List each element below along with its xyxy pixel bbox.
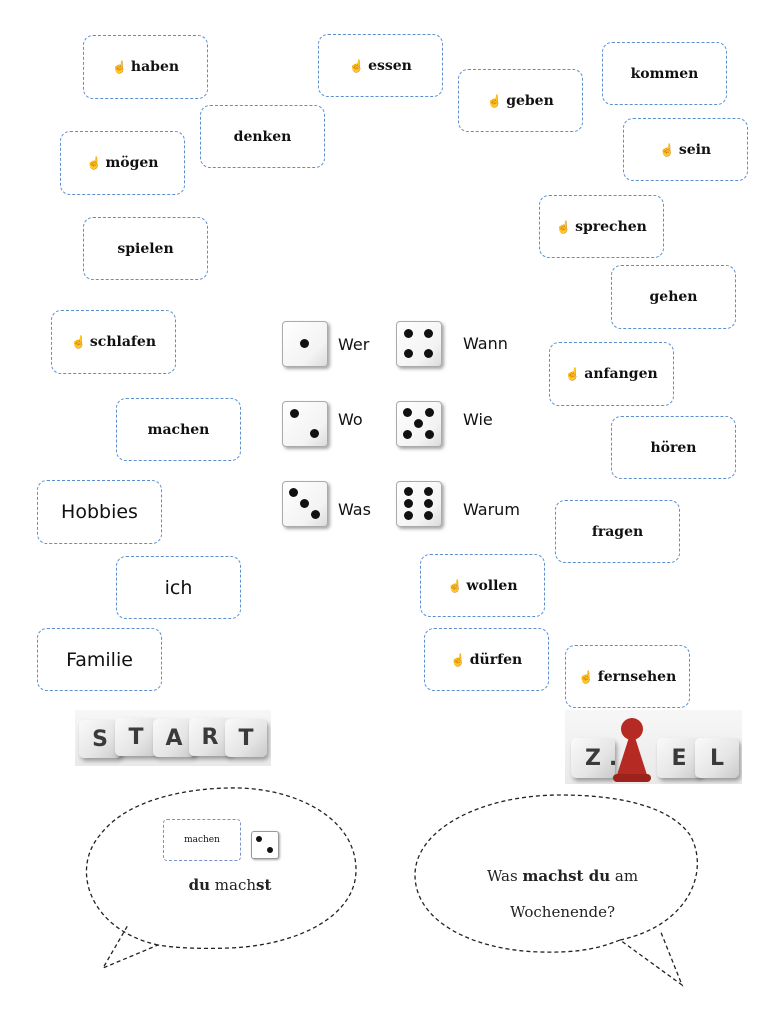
question-word: Was [486,867,518,885]
pointing-hand-icon: ☝ [349,58,365,73]
card-label: hören [650,439,697,456]
example-conjugation [170,876,290,894]
card-label: kommen [630,65,699,82]
question-word-was: Was [338,500,371,519]
example-stem: mach [214,876,257,894]
pointing-hand-icon: ☝ [111,60,127,74]
example-die-two-icon [251,831,279,859]
example-question [445,858,680,930]
pointing-hand-icon: ☝ [565,367,581,381]
pointing-hand-icon: ☝ [450,652,466,667]
card-label: fragen [591,523,644,540]
example-ending: st [256,876,272,894]
pointing-hand-icon: ☝ [487,93,503,108]
example-card-label: machen [184,835,220,845]
question-word-warum: Warum [463,500,520,519]
card-label: geben [506,92,554,109]
ziel-letter-l: L [695,738,739,778]
card-label: essen [368,57,412,74]
card-label: anfangen [584,366,658,382]
card-label: schlafen [89,334,157,350]
ziel-letter-z: Z [571,738,615,778]
start-letter-s: S [79,720,121,758]
ziel-letter-dot: . [608,745,618,771]
example-subject: du [188,876,210,894]
card-label: Familie [66,648,133,671]
card-label: dürfen [469,651,523,668]
question-word-wo: Wo [338,410,363,429]
question-word-wer: Wer [338,335,370,354]
card-label: sein [678,141,712,158]
start-letter-t2: T [225,719,267,757]
question-line2: Wochenende? [509,903,616,921]
question-word-wann: Wann [463,334,508,353]
card-label: gehen [649,289,698,305]
question-word-wie: Wie [463,410,493,429]
card-label: mögen [105,155,159,171]
card-label: spielen [117,240,174,257]
card-label: fernsehen [597,668,677,685]
pointing-hand-icon: ☝ [447,578,463,593]
card-label: wollen [466,577,518,594]
example-card [163,819,241,861]
pointing-hand-icon: ☝ [659,142,675,157]
pointing-hand-icon: ☝ [70,335,86,349]
card-label: machen [147,421,210,438]
start-letter-a: A [153,719,195,757]
start-letter-t: T [115,718,157,756]
card-label: haben [130,59,180,75]
question-prep: am [614,867,639,885]
card-label: ich [164,576,193,599]
card-label: denken [233,128,292,145]
card-label: Hobbies [61,501,138,523]
ziel-letter-e: E [657,738,701,778]
pointing-hand-icon: ☝ [86,156,102,170]
pointing-hand-icon: ☝ [556,219,572,234]
card-label: sprechen [575,218,647,235]
question-verb: machst du [522,867,611,885]
pointing-hand-icon: ☝ [578,669,594,684]
start-letter-r: R [189,718,231,756]
